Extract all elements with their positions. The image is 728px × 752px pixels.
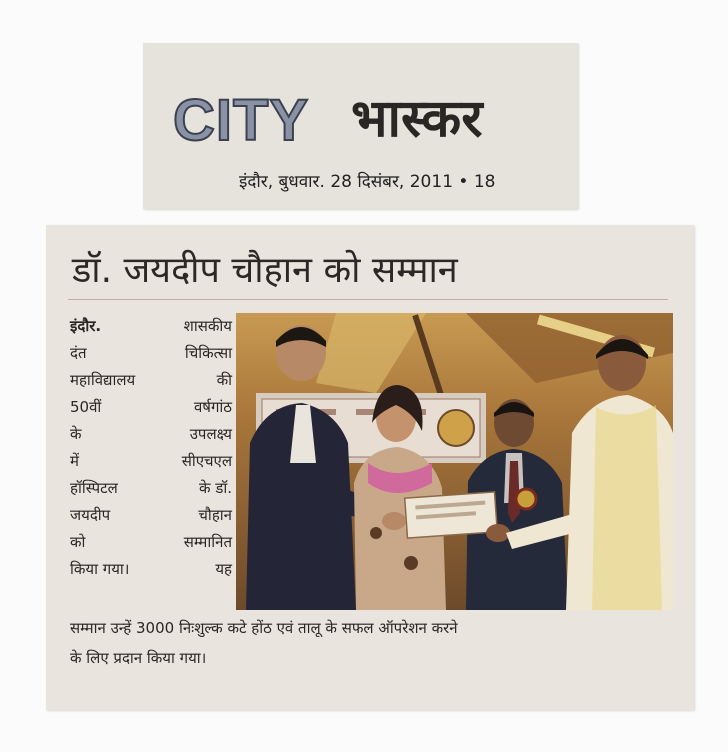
newspaper-masthead bbox=[173, 87, 573, 159]
award-ceremony-photo bbox=[236, 313, 673, 610]
lede-line: हॉस्पिटल के डॉ. bbox=[70, 479, 232, 497]
body-line: सम्मान उन्हें 3000 निःशुल्क कटे होंठ एवं तालू के सफल ऑपरेशन करने bbox=[70, 619, 458, 637]
lede-line: में सीएचएल bbox=[70, 452, 232, 470]
article-headline: डॉ. जयदीप चौहान को सम्मान bbox=[72, 250, 458, 291]
brand-bhaskar-logo: भास्कर bbox=[351, 89, 483, 149]
lede-line: को सम्मानित bbox=[70, 533, 232, 551]
article-lede-column bbox=[70, 313, 232, 583]
article-body-continued bbox=[70, 613, 678, 673]
body-line: के लिए प्रदान किया गया। bbox=[70, 649, 207, 667]
masthead-clipping bbox=[143, 43, 578, 209]
brand-city-logo: CITY bbox=[173, 88, 310, 153]
lede-line: जयदीप चौहान bbox=[70, 506, 232, 524]
dateline: इंदौर, बुधवार. 28 दिसंबर, 2011 • 18 bbox=[239, 172, 496, 192]
lede-line: 50वीं वर्षगांठ bbox=[70, 398, 232, 416]
lede-line: दंत चिकित्सा bbox=[70, 344, 232, 362]
lede-line: इंदौर. शासकीय bbox=[70, 317, 232, 335]
article-clipping bbox=[46, 225, 694, 710]
lede-line: महाविद्यालय की bbox=[70, 371, 232, 389]
lede-line: के उपलक्ष्य bbox=[70, 425, 232, 443]
lede-line: किया गया। यह bbox=[70, 560, 232, 578]
headline-divider bbox=[68, 299, 668, 300]
